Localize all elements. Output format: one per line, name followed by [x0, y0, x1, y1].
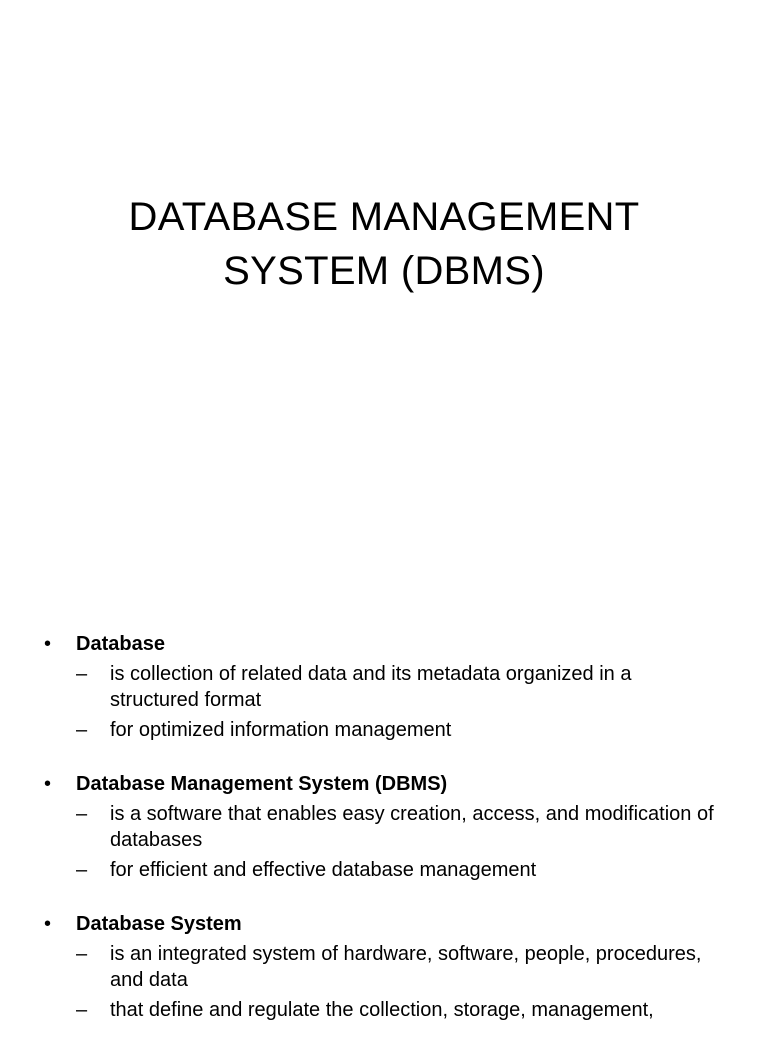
dash-icon: –: [76, 719, 88, 741]
bullet-icon: •: [44, 773, 52, 795]
dash-icon: –: [76, 663, 88, 685]
dash-icon: –: [76, 999, 88, 1021]
sub-bullet: [0, 997, 768, 1023]
sub-bullet-text: is an integrated system of hardware, software, people, procedures, and data: [110, 943, 702, 991]
title-line-1: DATABASE MANAGEMENT: [128, 195, 640, 239]
sub-bullet: [0, 661, 768, 713]
sub-bullet: [0, 857, 768, 883]
bullet-item-database: [0, 631, 768, 743]
sub-bullet-text: that define and regulate the collection, storage, management,: [110, 999, 654, 1021]
dash-icon: –: [76, 943, 88, 965]
bullet-item-database-system: [0, 911, 768, 1023]
sub-bullet: [0, 941, 768, 993]
bullet-icon: •: [44, 913, 52, 935]
bullet-heading: Database: [76, 633, 165, 655]
dash-icon: –: [76, 859, 88, 881]
sub-bullet-text: for efficient and effective database management: [110, 859, 537, 881]
sub-bullet-text: is collection of related data and its metadata organized in a structured format: [110, 663, 632, 711]
dash-icon: –: [76, 803, 88, 825]
sub-bullet: [0, 801, 768, 853]
sub-bullet-text: is a software that enables easy creation, access, and modification of databases: [110, 803, 714, 851]
bullet-heading: Database Management System (DBMS): [76, 773, 448, 795]
sub-bullet-text: for optimized information management: [110, 719, 452, 741]
bullet-icon: •: [44, 633, 52, 655]
title-line-2: SYSTEM (DBMS): [223, 249, 545, 293]
bullet-list: [0, 631, 768, 1051]
bullet-item-dbms: [0, 771, 768, 883]
bullet-heading: Database System: [76, 913, 242, 935]
sub-bullet: [0, 717, 768, 743]
page-title: [0, 190, 768, 298]
